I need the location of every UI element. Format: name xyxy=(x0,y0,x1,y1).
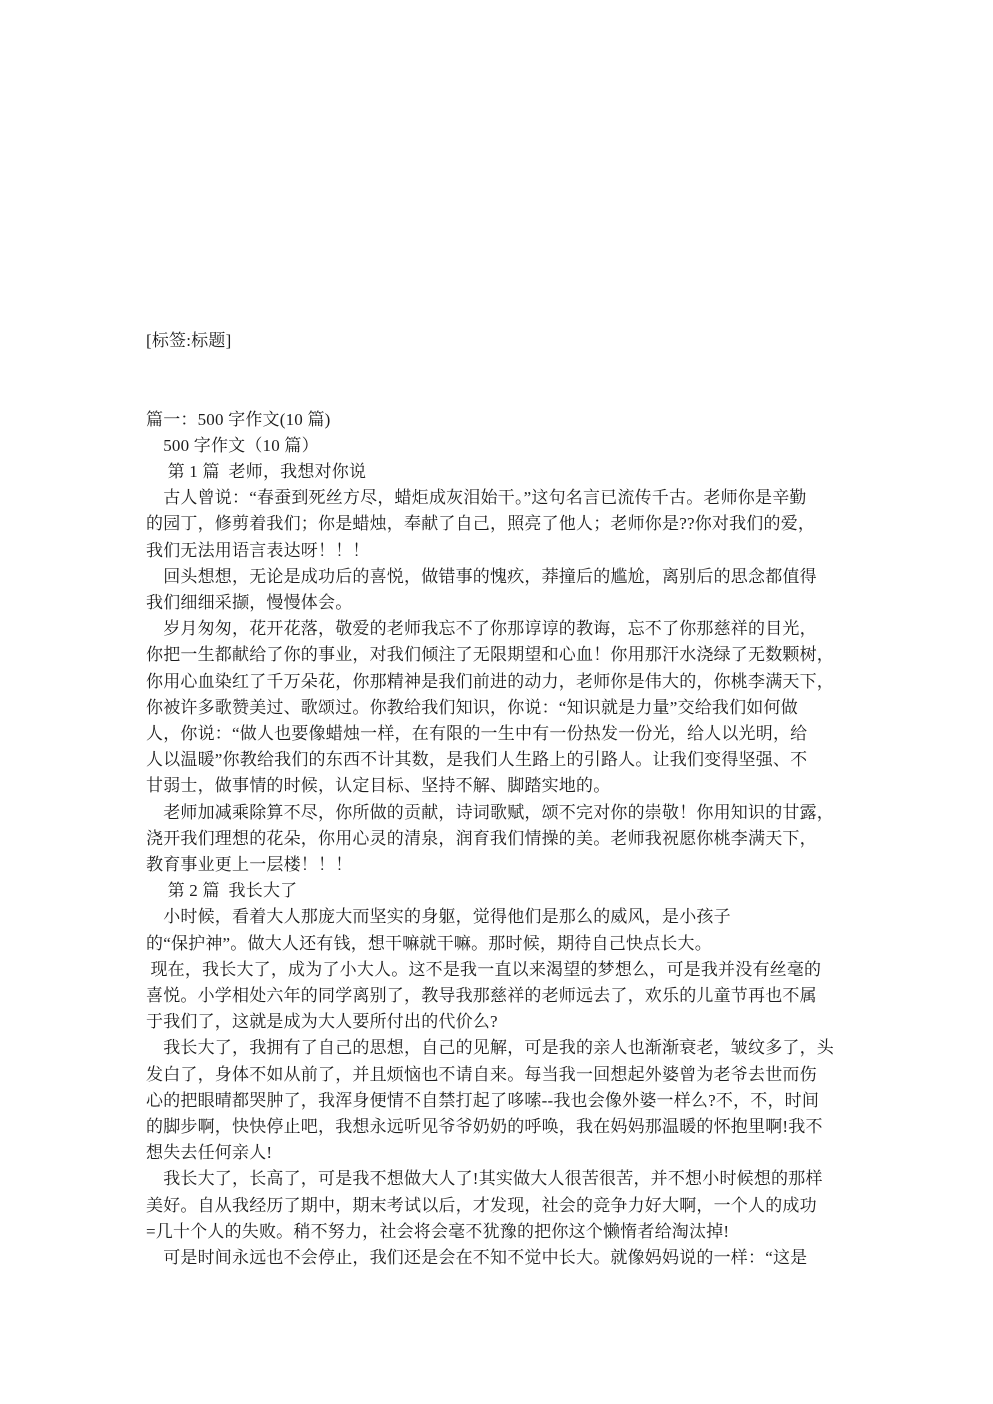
text-line: 可是时间永远也不会停止，我们还是会在不知不觉中长大。就像妈妈说的一样：“这是 xyxy=(146,1248,808,1268)
text-line: 人以温暖”你教给我们的东西不计其数，是我们人生路上的引路人。让我们变得坚强、不 xyxy=(146,750,808,770)
text-line: 教育事业更上一层楼！！！ xyxy=(146,855,353,875)
text-line: 人，你说：“做人也要像蜡烛一样，在有限的一生中有一份热发一份光，给人以光明，给 xyxy=(146,724,808,744)
text-line: 你被许多歌赞美过、歌颂过。你教给我们知识，你说：“知识就是力量”交给我们如何做 xyxy=(146,697,798,717)
text-line: 回头想想，无论是成功后的喜悦，做错事的愧疚，莽撞后的尴尬，离别后的思念都值得 xyxy=(146,566,817,586)
text-line: 小时候，看着大人那庞大而坚实的身躯，觉得他们是那么的威风，是小孩子 xyxy=(146,907,731,927)
text-line: 喜悦。小学相处六年的同学离别了，教导我那慈祥的老师远去了，欢乐的儿童节再也不属 xyxy=(146,986,817,1006)
text-line: 美好。自从我经历了期中，期末考试以后，才发现，社会的竞争力好大啊，一个人的成功 xyxy=(146,1195,817,1215)
text-line: 现在，我长大了，成为了小大人。这不是我一直以来渴望的梦想么，可是我并没有丝毫的 xyxy=(146,959,822,979)
text-line: 第 1 篇 老师，我想对你说 xyxy=(146,461,367,481)
text-line: 你用心血染红了千万朵花，你那精神是我们前进的动力，老师你是伟大的，你桃李满天下， xyxy=(146,671,834,691)
text-line xyxy=(146,354,876,380)
document-body xyxy=(146,328,876,1271)
text-line: 浇开我们理想的花朵，你用心灵的清泉，润育我们情操的美。老师我祝愿你桃李满天下， xyxy=(146,828,817,848)
text-line: 想失去任何亲人! xyxy=(146,1143,273,1163)
text-line: 发白了，身体不如从前了，并且烦恼也不请自来。每当我一回想起外婆曾为老爷去世而伤 xyxy=(146,1064,817,1084)
text-line: 岁月匆匆，花开花落，敬爱的老师我忘不了你那谆谆的教诲，忘不了你那慈祥的目光， xyxy=(146,619,817,639)
text-line xyxy=(146,380,876,406)
text-line: 老师加减乘除算不尽，你所做的贡献，诗词歌赋，颂不完对你的崇敬！你用知识的甘露， xyxy=(146,802,834,822)
text-line: 的脚步啊，快快停止吧，我想永远听见爷爷奶奶的呼唤，我在妈妈那温暖的怀抱里啊!我不 xyxy=(146,1117,823,1137)
text-line: [标签:标题] xyxy=(146,331,232,350)
text-line: 我长大了，长高了，可是我不想做大人了!其实做大人很苦很苦，并不想小时候想的那样 xyxy=(146,1169,823,1189)
text-line: 我长大了，我拥有了自己的思想，自己的见解，可是我的亲人也渐渐衰老，皱纹多了，头 xyxy=(146,1038,834,1058)
text-line: 的园丁，修剪着我们；你是蜡烛，奉献了自己，照亮了他人；老师你是??你对我们的爱， xyxy=(146,514,816,534)
text-line: 你把一生都献给了你的事业，对我们倾注了无限期望和心血！你用那汗水浇绿了无数颗树， xyxy=(146,645,834,665)
text-line: 于我们了，这就是成为大人要所付出的代价么? xyxy=(146,1012,498,1032)
text-line: 甘弱士，做事情的时候，认定目标、坚持不解、脚踏实地的。 xyxy=(146,776,611,796)
text-line: 500 字作文（10 篇） xyxy=(146,435,319,455)
text-line: =几十个人的失败。稍不努力，社会将会毫不犹豫的把你这个懒惰者给淘汰掉! xyxy=(146,1221,730,1241)
text-line: 篇一：500 字作文(10 篇) xyxy=(146,409,331,429)
text-line: 第 2 篇 我长大了 xyxy=(146,881,298,901)
text-line: 我们无法用语言表达呀！！！ xyxy=(146,540,370,560)
text-line: 心的把眼晴都哭肿了，我浑身便情不自禁打起了哆嗦--我也会像外婆一样么?不，不，时间 xyxy=(146,1090,820,1110)
text-line: 的“保护神”。做大人还有钱，想干嘛就干嘛。那时候，期待自己快点长大。 xyxy=(146,933,712,953)
text-line: 古人曾说：“春蚕到死丝方尽，蜡炬成灰泪始干。”这句名言已流传千古。老师你是辛勤 xyxy=(146,488,807,508)
text-line: 我们细细采撷，慢慢体会。 xyxy=(146,593,353,612)
